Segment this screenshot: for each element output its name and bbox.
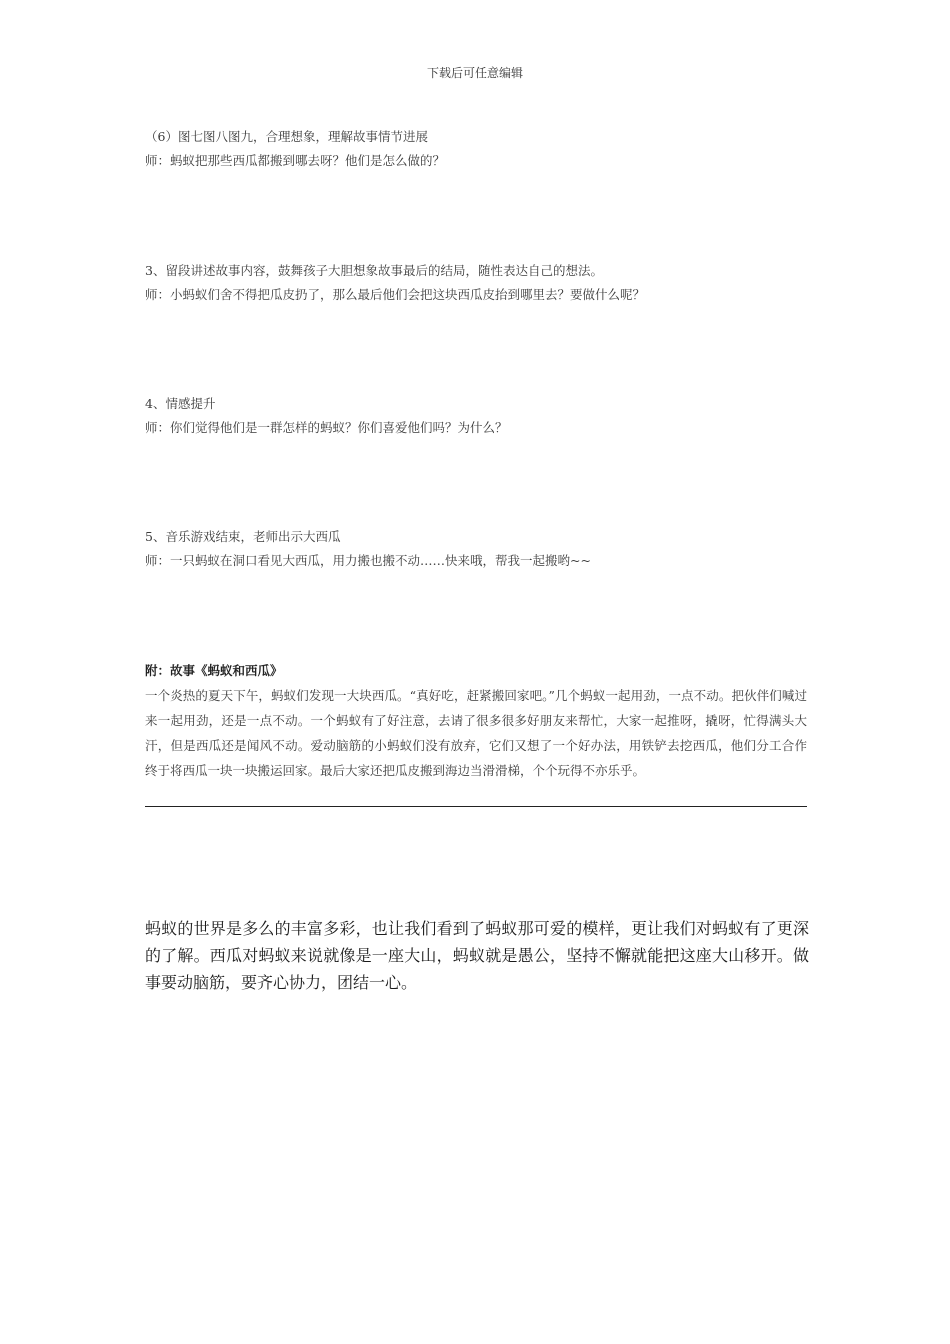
section-heading: （6）图七图八图九，合理想象，理解故事情节进展 [145,129,428,144]
divider [145,806,807,807]
appendix-story [145,683,807,783]
section-heading: 4、情感提升 [145,396,216,411]
page-header: 下载后可任意编辑 [426,66,523,80]
story-text: 一个炎热的夏天下午，蚂蚁们发现一大块西瓜。“真好吃，赶紧搬回家吧。”几个蚂蚁一起用劲，一点不动。把伙伴们喊过来一起用劲，还是一点不动。一个蚂蚁有了好注意，去请了很多很多好朋友来帮忙，大家一起推呀，撬呀，忙得满头大汗，但是西瓜还是闻风不动。爱动脑筋的小蚂蚁们没有放弃，它们又想了一个好办法，用铁铲去挖西瓜，他们分工合作终于将西瓜一块一块搬运回家。最后大家还把瓜皮搬到海边当滑滑梯，个个玩得不亦乐乎。 [145,688,807,778]
appendix-heading-block [145,659,807,683]
summary-paragraph [145,915,809,996]
teacher-question: 师：一只蚂蚁在洞口看见大西瓜，用力搬也搬不动……快来哦，帮我一起搬哟~~ [145,553,591,568]
section-heading: 5、音乐游戏结束，老师出示大西瓜 [145,529,341,544]
teacher-question: 师：小蚂蚁们舍不得把瓜皮扔了，那么最后他们会把这块西瓜皮抬到哪里去？要做什么呢？ [145,287,646,302]
teacher-question: 师：你们觉得他们是一群怎样的蚂蚁？你们喜爱他们吗？为什么？ [145,420,508,435]
summary-text: 蚂蚁的世界是多么的丰富多彩，也让我们看到了蚂蚁那可爱的模样，更让我们对蚂蚁有了更深的了解。西瓜对蚂蚁来说就像是一座大山，蚂蚁就是愚公，坚持不懈就能把这座大山移开。做事要动脑筋，要齐心协力，团结一心。 [145,919,809,992]
section-6 [145,125,807,173]
section-5 [145,525,807,573]
teacher-question: 师：蚂蚁把那些西瓜都搬到哪去呀？他们是怎么做的？ [145,153,446,168]
section-4 [145,392,807,440]
section-3 [145,259,807,307]
section-heading: 3、留段讲述故事内容，鼓舞孩子大胆想象故事最后的结局，随性表达自己的想法。 [145,263,603,278]
appendix-title: 附：故事《蚂蚁和西瓜》 [145,663,283,678]
